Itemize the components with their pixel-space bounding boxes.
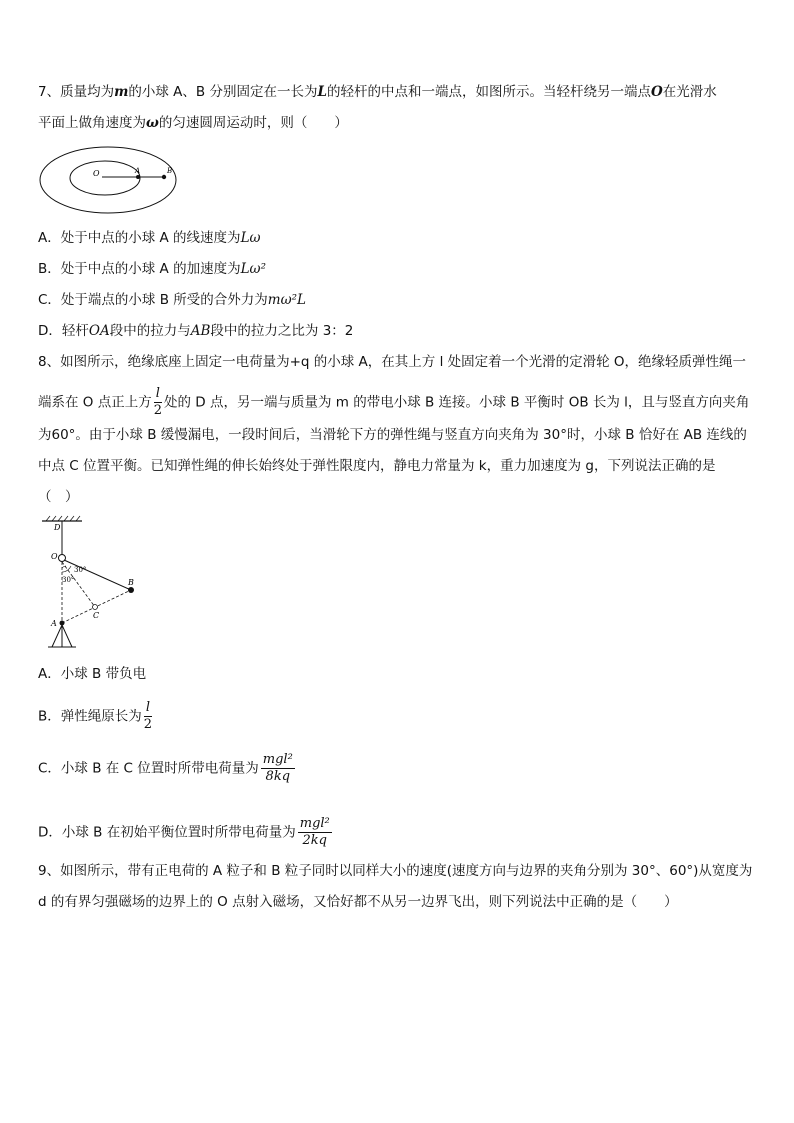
frac-den: 2 bbox=[153, 403, 162, 418]
outer-orbit bbox=[40, 147, 176, 213]
frac-den: 8kq bbox=[265, 769, 291, 784]
label-angle-1: 30° bbox=[74, 566, 87, 574]
q7-text: 7、质量均为 bbox=[38, 84, 115, 100]
q8-figure bbox=[38, 515, 148, 655]
label-B: B bbox=[167, 167, 173, 175]
option-expr: Lω bbox=[240, 230, 261, 246]
q9-line2: d 的有界匀强磁场的边界上的 O 点射入磁场，又恰好都不从另一边界飞出，则下列说法中正确的是（ ） bbox=[38, 894, 678, 910]
q9-line1: 9、如图所示，带有正电荷的 A 粒子和 B 粒子同时以同样大小的速度(速度方向与边界的夹角分别为 30°、60°)从宽度为 bbox=[38, 863, 753, 879]
label-C: C bbox=[93, 611, 100, 620]
frac-num: mgl² bbox=[262, 752, 293, 767]
q8-line3: 为60°。由于小球 B 缓慢漏电，一段时间后，当滑轮下方的弹性绳与竖直方向夹角为 30°时，小球 B 恰好在 AB 连线的 bbox=[38, 427, 747, 443]
option-text: D．轻杆 bbox=[38, 323, 89, 339]
ball-B bbox=[128, 587, 134, 593]
var-m: m bbox=[114, 84, 129, 100]
var-L: L bbox=[317, 84, 327, 100]
option-expr: Lω² bbox=[240, 261, 266, 277]
q7-option-b bbox=[38, 259, 266, 279]
q7-line1 bbox=[38, 82, 717, 102]
frac-num: l bbox=[154, 386, 162, 403]
option-text: A．处于中点的小球 A 的线速度为 bbox=[38, 230, 241, 246]
option-text: 段中的拉力之比为 3：2 bbox=[210, 323, 354, 339]
fraction-l-over-2 bbox=[154, 386, 162, 419]
frac-num: l bbox=[144, 700, 152, 717]
q8-text: 端系在 O 点正上方 bbox=[38, 394, 152, 411]
ball-B bbox=[162, 175, 166, 179]
var-omega: ω bbox=[146, 115, 159, 131]
label-A: A bbox=[51, 619, 57, 628]
base-stand bbox=[48, 625, 76, 647]
label-O: O bbox=[93, 169, 100, 178]
q8-line2 bbox=[38, 386, 749, 419]
label-angle-2: 30° bbox=[62, 576, 75, 584]
ceiling-hatch bbox=[46, 516, 80, 521]
fraction-l-over-2 bbox=[144, 700, 152, 733]
q8-line4: 中点 C 位置平衡。已知弹性绳的伸长始终处于弹性限度内，静电力常量为 k，重力加速度为 g，下列说法正确的是 bbox=[38, 458, 716, 474]
option-text: B．处于中点的小球 A 的加速度为 bbox=[38, 261, 241, 277]
option-text: C．处于端点的小球 B 所受的合外力为 bbox=[38, 292, 268, 308]
q7-text: 的小球 A、B 分别固定在一长为 bbox=[128, 84, 318, 100]
q7-figure bbox=[38, 140, 178, 220]
rope-OB bbox=[64, 560, 131, 590]
q7-option-a bbox=[38, 228, 261, 248]
ball-A bbox=[136, 175, 140, 179]
option-text: C．小球 B 在 C 位置时所带电荷量为 bbox=[38, 760, 259, 777]
fraction-mgl2-over-2kq bbox=[298, 816, 332, 849]
q8-line5: （ ） bbox=[38, 489, 79, 505]
fraction-mgl2-over-8kq bbox=[261, 752, 295, 785]
q7-text: 平面上做角速度为 bbox=[38, 115, 146, 131]
q8-text: 处的 D 点，另一端与质量为 m 的带电小球 B 连接。小球 B 平衡时 OB 长为 l，且与竖直方向夹角 bbox=[164, 394, 750, 411]
point-C bbox=[93, 605, 98, 610]
frac-den: 2 bbox=[143, 717, 153, 732]
frac-num: mgl² bbox=[299, 816, 330, 831]
option-text: B．弹性绳原长为 bbox=[38, 708, 142, 725]
q8-option-b bbox=[38, 700, 154, 733]
option-expr: AB bbox=[190, 323, 211, 339]
option-expr: OA bbox=[88, 323, 110, 339]
label-O: O bbox=[51, 552, 58, 561]
q7-line2 bbox=[38, 113, 348, 133]
q7-text: 的轻杆的中点和一端点，如图所示。当轻杆绕另一端点 bbox=[326, 84, 651, 100]
q7-text: 的匀速圆周运动时，则（ ） bbox=[158, 115, 348, 131]
ball-A bbox=[60, 621, 65, 626]
label-A: A bbox=[135, 167, 141, 175]
q8-option-a: A．小球 B 带负电 bbox=[38, 666, 147, 682]
q8-line1: 8、如图所示，绝缘底座上固定一电荷量为+q 的小球 A，在其上方 l 处固定着一个光滑的定滑轮 O，绝缘轻质弹性绳一 bbox=[38, 354, 747, 370]
label-B: B bbox=[128, 578, 134, 587]
q8-option-c bbox=[38, 752, 297, 785]
option-text: 段中的拉力与 bbox=[109, 323, 191, 339]
label-D: D bbox=[54, 523, 61, 532]
q7-text: 在光滑水 bbox=[662, 84, 717, 100]
q7-option-c bbox=[38, 290, 306, 310]
option-text: D．小球 B 在初始平衡位置时所带电荷量为 bbox=[38, 824, 296, 841]
q8-option-d bbox=[38, 816, 334, 849]
var-O: O bbox=[650, 84, 663, 100]
q7-option-d bbox=[38, 321, 353, 341]
inner-orbit bbox=[70, 161, 140, 195]
option-expr: mω²L bbox=[267, 292, 306, 308]
frac-den: 2kq bbox=[302, 833, 327, 848]
